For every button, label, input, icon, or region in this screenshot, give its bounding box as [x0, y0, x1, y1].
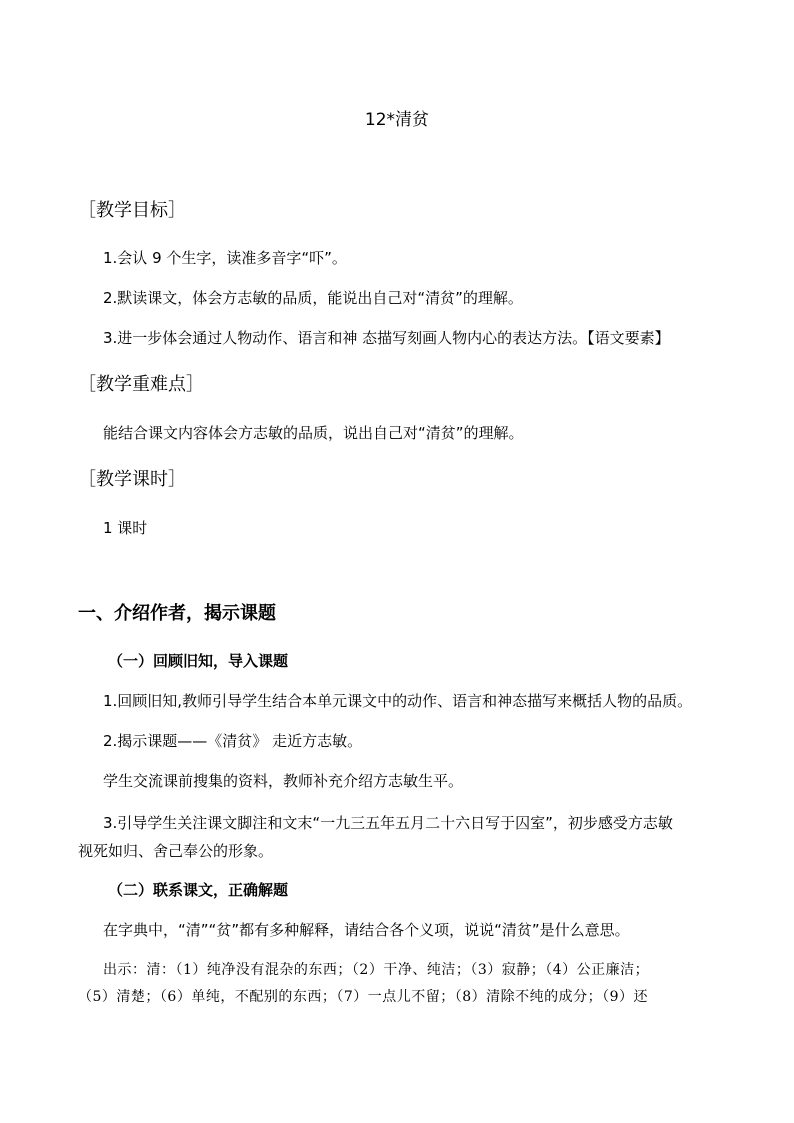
goals-heading: ［教学目标］: [78, 200, 186, 221]
page-title: 12*清贫: [364, 110, 430, 130]
hours-heading: ［教学课时］: [78, 469, 186, 490]
subsection-1-paragraph-2: 2.揭示课题——《清贫》 走近方志敏。: [103, 732, 363, 750]
key-points-text: 能结合课文内容体会方志敏的品质，说出自己对“清贫”的理解。: [103, 424, 524, 442]
goal-item-1: 1.会认 9 个生字，读准多音字“吓”。: [103, 249, 347, 267]
hours-text: 1 课时: [103, 519, 148, 537]
subsection-2-paragraph-1: 在字典中，“清”“贫”都有多种解释，请结合各个义项，说说“清贫”是什么意思。: [103, 921, 630, 939]
goal-item-3: 3.进一步体会通过人物动作、语言和神 态描写刻画人物内心的表达方法。【语文要素】: [103, 329, 670, 347]
subsection-1-paragraph-4-line-2: 视死如归、舍己奉公的形象。: [78, 842, 274, 860]
subsection-2-paragraph-2-line-2: （5）清楚；（6）单纯，不配别的东西；（7）一点儿不留；（8）清除不纯的成分；（9）还: [78, 989, 649, 1005]
section-1-heading: 一、介绍作者，揭示课题: [78, 603, 276, 624]
key-points-heading: ［教学重难点］: [78, 374, 204, 395]
subsection-2-paragraph-2-line-1: 出示：清：（1）纯净没有混杂的东西；（2）干净、纯洁；（3）寂静；（4）公正廉洁；: [103, 962, 650, 978]
subsection-2-heading: （二）联系课文，正确解题: [108, 881, 289, 899]
subsection-1-heading: （一）回顾旧知，导入课题: [108, 652, 289, 670]
goal-item-2: 2.默读课文，体会方志敏的品质，能说出自己对“清贫”的理解。: [103, 289, 523, 307]
subsection-1-paragraph-4-line-1: 3.引导学生关注课文脚注和文末“一九三五年五月二十六日写于囚室”，初步感受方志敏: [103, 814, 673, 832]
subsection-1-paragraph-1: 1.回顾旧知,教师引导学生结合本单元课文中的动作、语言和神态描写来概括人物的品质。: [103, 692, 693, 710]
subsection-1-paragraph-3: 学生交流课前搜集的资料，教师补充介绍方志敏生平。: [103, 772, 464, 790]
